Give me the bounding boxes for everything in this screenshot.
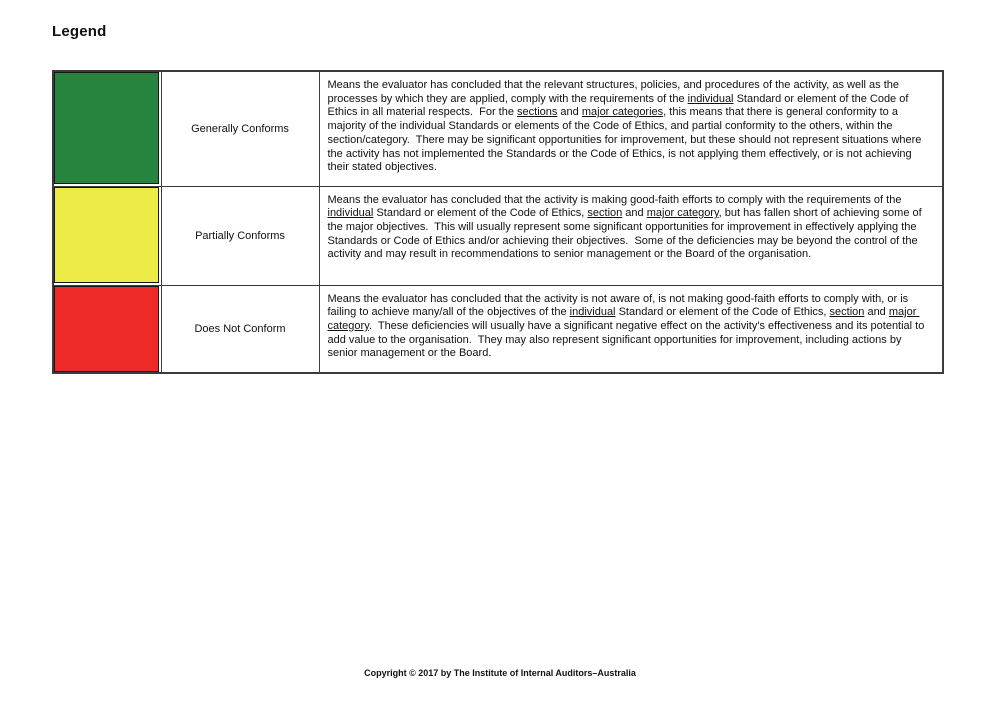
color-swatch-green (54, 72, 159, 184)
rating-description-partially-conforms: Means the evaluator has concluded that the activity is making good-faith efforts to comply with the requirements of the individual Standard or element of the Code of Ethics, section and major category, but has fallen short of achieving some of the major objectives. This will usually represent some significant opportunities for improvement in effectively applying the Standards or Code of Ethics and/or achieving their objectives. Some of the deficiencies may be beyond the control of the activity and may result in recommendations to senior management or the Board of the organisation. (319, 186, 943, 285)
rating-label-generally-conforms: Generally Conforms (161, 71, 319, 186)
legend-row-partially-conforms (53, 186, 943, 285)
swatch-cell-green (53, 71, 161, 186)
rating-description-does-not-conform: Means the evaluator has concluded that the activity is not aware of, is not making good-faith efforts to comply with, or is failing to achieve many/all of the objectives of the individual Standard or element of the Code of Ethics, section and major category. These deficiencies will usually have a significant negative effect on the activity's effectiveness and its potential to add value to the organisation. They may also represent significant opportunities for improvement, including actions by senior management or the Board. (319, 285, 943, 373)
swatch-cell-red (53, 285, 161, 373)
footer-copyright: Copyright © 2017 by The Institute of Internal Auditors–Australia (364, 668, 636, 678)
rating-description-generally-conforms: Means the evaluator has concluded that the relevant structures, policies, and procedures of the activity, as well as the processes by which they are applied, comply with the requirements of the individual Standard or element of the Code of Ethics in all material respects. For the sections and major categories, this means that there is general conformity to a majority of the individual Standards or elements of the Code of Ethics, and partial conformity to the others, within the section/category. There may be significant opportunities for improvement, but these should not represent situations where the activity has not implemented the Standards or the Code of Ethics, is not applying them effectively, or is not achieving their stated objectives. (319, 71, 943, 186)
legend-row-does-not-conform (53, 285, 943, 373)
rating-label-partially-conforms: Partially Conforms (161, 186, 319, 285)
color-swatch-red (54, 286, 159, 373)
legend-row-generally-conforms (53, 71, 943, 186)
rating-label-does-not-conform: Does Not Conform (161, 285, 319, 373)
page-title: Legend (52, 23, 107, 40)
swatch-cell-yellow (53, 186, 161, 285)
color-swatch-yellow (54, 187, 159, 283)
legend-table (52, 70, 944, 374)
